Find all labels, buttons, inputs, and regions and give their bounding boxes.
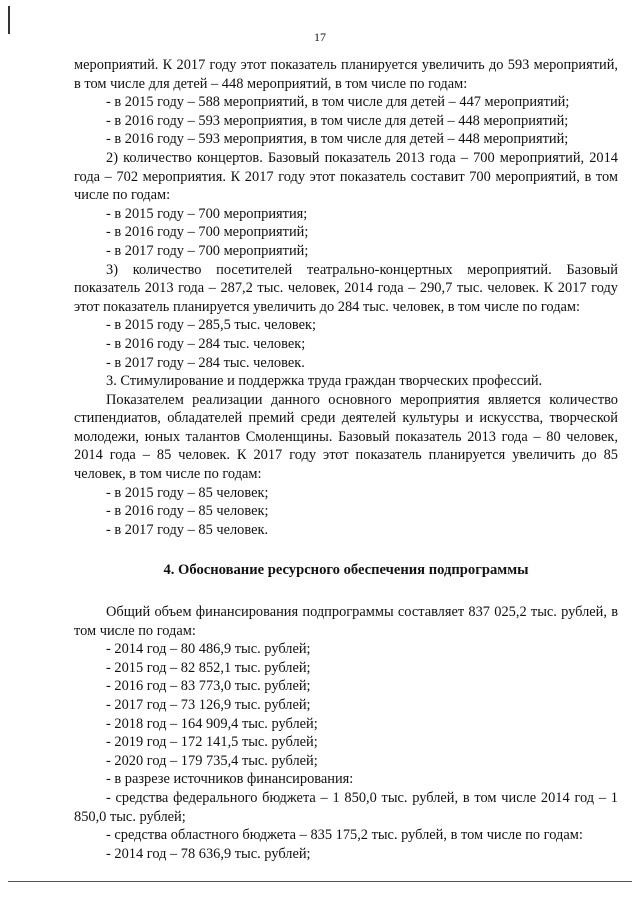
section-heading: 4. Обоснование ресурсного обеспечения подпрограммы xyxy=(163,562,529,579)
paragraph: - средства федерального бюджета – 1 850,0 тыс. рублей, в том числе 2014 год – 1 850,0 тыс. рублей; xyxy=(74,789,618,825)
list-item: - в 2015 году – 588 мероприятий, в том числе для детей – 447 мероприятий; xyxy=(106,94,570,111)
paragraph: Общий объем финансирования подпрограммы составляет 837 025,2 тыс. рублей, в том числе по годам: xyxy=(74,604,618,639)
list-item: - в 2016 году – 85 человек; xyxy=(106,503,269,520)
list-item: - 2014 год – 80 486,9 тыс. рублей; xyxy=(106,641,311,658)
document-body xyxy=(74,56,618,863)
list-item: - 2019 год – 172 141,5 тыс. рублей; xyxy=(106,734,318,751)
page-number: 17 xyxy=(314,30,326,44)
paragraph: 3. Стимулирование и поддержка труда граждан творческих профессий. xyxy=(106,373,543,390)
scan-bottom-rule xyxy=(8,881,632,882)
paragraph: Показателем реализации данного основного мероприятия является количество стипендиатов, обладателей премий среди деятелей культуры и искусства, творческой молодежи, юных талантов Смоленщины. Базовый показатель 2013 года – 80 человек, 2014 года – 85 человек. К 2017 году этот показатель планируется увеличить до 85 человек, в том числе по годам: xyxy=(74,391,618,483)
list-item: - 2020 год – 179 735,4 тыс. рублей; xyxy=(106,752,318,769)
list-item: - средства областного бюджета – 835 175,2 тыс. рублей, в том числе по годам: xyxy=(106,827,583,844)
list-item: - 2014 год – 78 636,9 тыс. рублей; xyxy=(106,845,311,862)
list-item: - в 2016 году – 284 тыс. человек; xyxy=(106,335,306,352)
paragraph: 3) количество посетителей театрально-концертных мероприятий. Базовый показатель 2013 года – 287,2 тыс. человек, 2014 года – 290,7 тыс. человек. К 2017 году этот показатель планируется увеличить до 284 тыс. человек, в том числе по годам: xyxy=(74,261,618,315)
list-item: - 2015 год – 82 852,1 тыс. рублей; xyxy=(106,659,311,676)
paragraph: 2) количество концертов. Базовый показатель 2013 года – 700 мероприятий, 2014 года – 702 мероприятия. К 2017 году этот показатель составит 700 мероприятий, в том числе по годам: xyxy=(74,149,618,204)
list-item: - в разрезе источников финансирования: xyxy=(106,771,354,788)
list-item: - в 2015 году – 700 мероприятия; xyxy=(106,205,308,222)
list-item: - в 2016 году – 700 мероприятий; xyxy=(106,224,309,241)
paragraph: мероприятий. К 2017 году этот показатель планируется увеличить до 593 мероприятий, в том числе для детей – 448 мероприятий, в том числе по годам: xyxy=(74,57,618,92)
list-item: - в 2017 году – 700 мероприятий; xyxy=(106,242,309,259)
list-item: - в 2017 году – 85 человек. xyxy=(106,521,269,538)
list-item: - в 2016 году – 593 мероприятия, в том числе для детей – 448 мероприятий; xyxy=(106,131,569,148)
list-item: - в 2015 году – 85 человек; xyxy=(106,484,269,501)
list-item: - 2017 год – 73 126,9 тыс. рублей; xyxy=(106,697,311,713)
list-item: - в 2015 году – 285,5 тыс. человек; xyxy=(106,317,316,334)
list-item: - 2016 год – 83 773,0 тыс. рублей; xyxy=(106,678,311,695)
list-item: - в 2017 году – 284 тыс. человек. xyxy=(106,354,305,371)
list-item: - 2018 год – 164 909,4 тыс. рублей; xyxy=(106,715,318,732)
list-item: - в 2016 году – 593 мероприятия, в том числе для детей – 448 мероприятий; xyxy=(106,112,569,129)
